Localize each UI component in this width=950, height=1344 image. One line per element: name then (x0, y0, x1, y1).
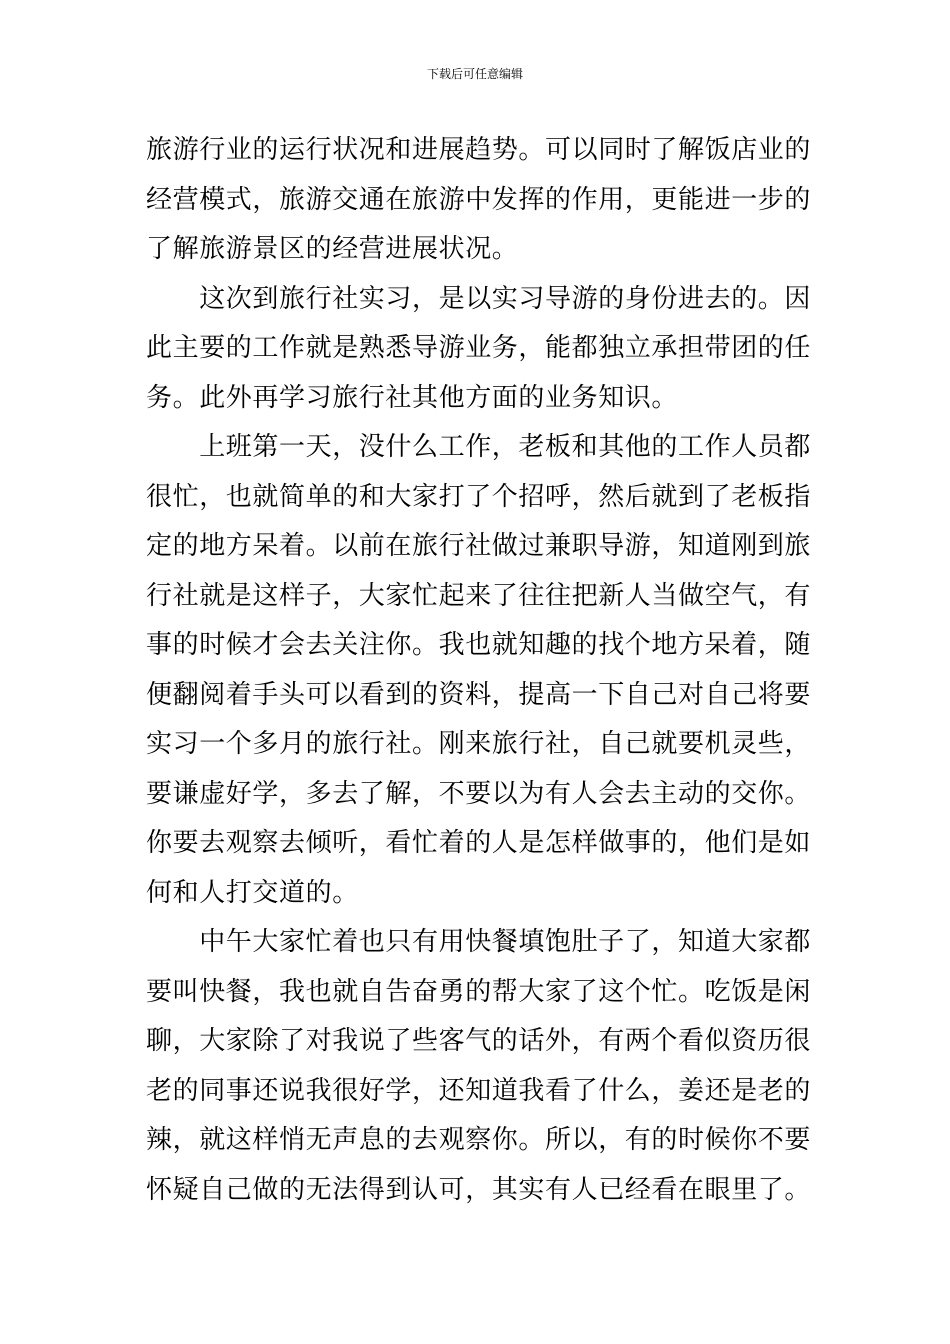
paragraph (146, 126, 812, 275)
text-line: 辣，就这样悄无声息的去观察你。所以，有的时候你不要 (146, 1125, 812, 1155)
paragraph (146, 423, 812, 918)
text-line: 定的地方呆着。以前在旅行社做过兼职导游，知道刚到旅 (146, 531, 812, 561)
text-line: 这次到旅行社实习，是以实习导游的身份进去的。因 (146, 283, 812, 314)
text-line: 经营模式，旅游交通在旅游中发挥的作用，更能进一步的 (146, 184, 812, 215)
text-line: 务。此外再学习旅行社其他方面的业务知识。 (146, 382, 679, 413)
text-line: 老的同事还说我很好学，还知道我看了什么，姜还是老的 (146, 1075, 812, 1106)
text-line: 行社就是这样子，大家忙起来了往往把新人当做空气，有 (146, 580, 812, 611)
text-line: 要叫快餐，我也就自告奋勇的帮大家了这个忙。吃饭是闲 (146, 976, 812, 1007)
page-header: 下载后可任意编辑 (426, 67, 523, 81)
text-line: 要谦虚好学，多去了解，不要以为有人会去主动的交你。 (146, 778, 812, 809)
paragraph (146, 275, 812, 424)
text-line: 了解旅游景区的经营进展状况。 (146, 234, 519, 264)
text-line: 此主要的工作就是熟悉导游业务，能都独立承担带团的任 (146, 333, 812, 363)
paragraph (146, 918, 812, 1215)
text-line: 中午大家忙着也只有用快餐填饱肚子了，知道大家都 (146, 927, 812, 957)
text-line: 聊，大家除了对我说了些客气的话外，有两个看似资历很 (146, 1026, 812, 1056)
text-line: 很忙，也就简单的和大家打了个招呼，然后就到了老板指 (146, 481, 812, 512)
text-line: 旅游行业的运行状况和进展趋势。可以同时了解饭店业的 (146, 135, 812, 165)
text-line: 上班第一天，没什么工作，老板和其他的工作人员都 (146, 432, 812, 462)
text-line: 事的时候才会去关注你。我也就知趣的找个地方呆着，随 (146, 630, 812, 660)
text-line: 何和人打交道的。 (146, 877, 359, 908)
text-line: 便翻阅着手头可以看到的资料，提高一下自己对自己将要 (146, 679, 812, 710)
text-line: 实习一个多月的旅行社。刚来旅行社，自己就要机灵些， (146, 729, 812, 759)
text-line: 你要去观察去倾听，看忙着的人是怎样做事的，他们是如 (146, 828, 812, 858)
document-body (146, 126, 812, 1215)
text-line: 怀疑自己做的无法得到认可，其实有人已经看在眼里了。 (146, 1174, 812, 1205)
